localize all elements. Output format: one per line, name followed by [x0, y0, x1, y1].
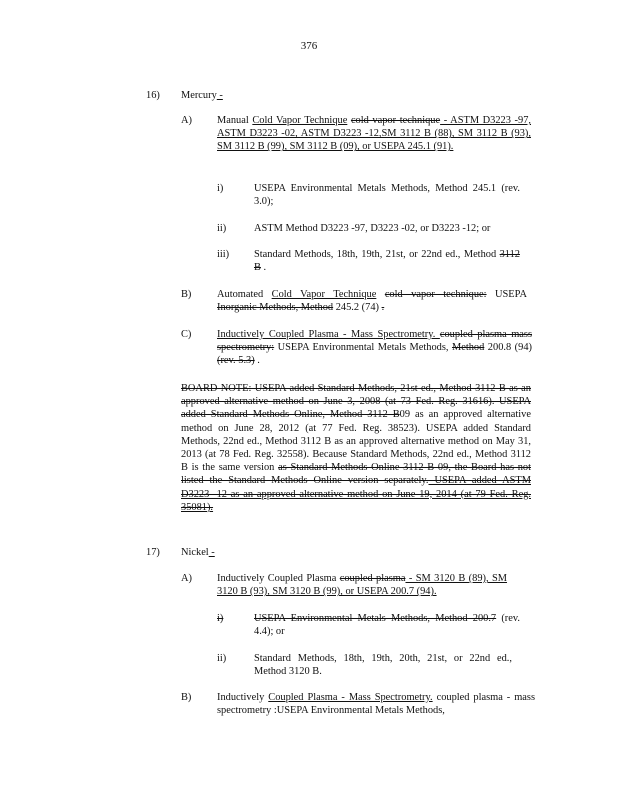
- mercury-method-i: USEPA Environmental Metals Methods, Method 245.1 (rev. 3.0);: [254, 183, 520, 208]
- page-number: 376: [300, 40, 318, 52]
- subsub-label-mercury-iii: iii): [217, 249, 230, 260]
- nickel-method-i: USEPA Environmental Metals Methods, Method 200.7 (rev. 4.4); or: [254, 613, 521, 638]
- subitem-label-nickel-b: B): [181, 692, 192, 703]
- mercury-method-iii: Standard Methods, 18th, 19th, 21st, or 22nd ed., Method 3112 B .: [254, 249, 520, 274]
- item-number-nickel: 17): [146, 547, 160, 558]
- mercury-method-ii: ASTM Method D3223 -97, D3223 -02, or D3223 -12; or: [254, 223, 491, 234]
- heading-mercury: Mercury -: [181, 90, 223, 101]
- subitem-label-mercury-a: A): [181, 115, 192, 126]
- subsub-label-mercury-ii: ii): [217, 223, 227, 234]
- subsub-label-nickel-i: i): [217, 613, 224, 624]
- nickel-method-ii: Standard Methods, 18th, 19th, 20th, 21st, or 22nd ed., Method 3120 B.: [254, 653, 512, 678]
- mercury-manual-method: Manual Cold Vapor Technique cold vapor technique - ASTM D3223 -97, ASTM D3223 -02, ASTM D3223 -12,SM 3112 B (88), SM 3112 B (93), SM 3112 B (99), SM 3112 B (09), or USEPA 245.1 (91).: [217, 115, 531, 153]
- subsub-label-mercury-i: i): [217, 183, 224, 194]
- nickel-icp-method: Inductively Coupled Plasma coupled plasma - SM 3120 B (89), SM 3120 B (93), SM 3120 B (99), or USEPA 200.7 (94).: [217, 573, 508, 598]
- nickel-icpms-method: Inductively Coupled Plasma - Mass Spectrometry. coupled plasma - mass spectrometry :USEPA Environmental Metals Methods,: [217, 692, 535, 717]
- subitem-label-nickel-a: A): [181, 573, 192, 584]
- subitem-label-mercury-b: B): [181, 289, 192, 300]
- subsub-label-nickel-ii: ii): [217, 653, 227, 664]
- mercury-automated-method: Automated Cold Vapor Technique cold vapor technique: USEPA Inorganic Methods, Method 245.2 (74) .: [217, 289, 527, 314]
- item-number-mercury: 16): [146, 90, 160, 101]
- mercury-icpms-method: Inductively Coupled Plasma - Mass Spectrometry. coupled plasma mass spectrometry: USEPA Environmental Metals Methods, Method 200.8 (94) (rev. 5.3) .: [217, 329, 532, 367]
- board-note: BOARD NOTE: USEPA added Standard Methods, 21st ed., Method 3112 B as an approved alternative method on June 3, 2008 (at 73 Fed. Reg. 31616). USEPA added Standard Methods Online, Method 3112 B09 as an approved alternative method on June 28, 2012 (at 77 Fed. Reg. 38523). USEPA added Standard Methods, 22nd ed., Method 3112 B as an approved alternative method on May 31, 2013 (at 78 Fed. Reg. 32558). Because Standard Methods, 22nd ed., Method 3112 B is the same version as Standard Methods Online 3112 B 09, the Board has not listed the Standard Methods Online version separately. USEPA added ASTM D3223 -12 as an approved alternative method on June 19, 2014 (at 79 Fed. Reg. 35081).: [181, 383, 531, 513]
- subitem-label-mercury-c: C): [181, 329, 192, 340]
- heading-nickel: Nickel -: [181, 547, 215, 558]
